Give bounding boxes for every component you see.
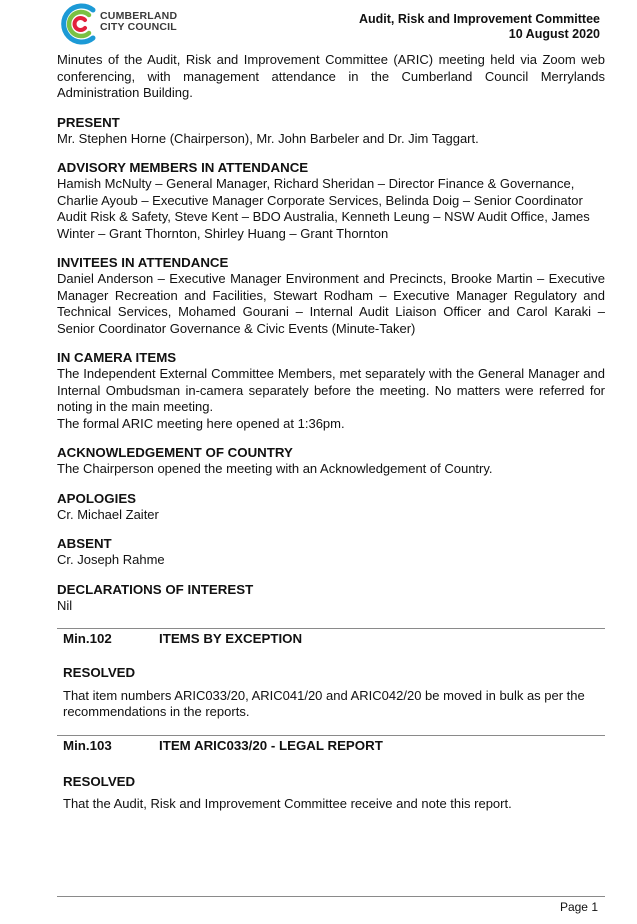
logo-wordmark xyxy=(100,11,177,33)
section-absent xyxy=(57,536,605,569)
section-heading: ADVISORY MEMBERS IN ATTENDANCE xyxy=(57,160,309,175)
logo-line1: CUMBERLAND xyxy=(100,10,178,22)
minute-item xyxy=(57,735,605,813)
minute-number: Min.103 xyxy=(63,737,112,753)
minute-item xyxy=(57,628,605,721)
section-heading: ABSENT xyxy=(57,536,112,551)
section-declarations xyxy=(57,582,605,615)
section-present xyxy=(57,115,605,148)
section-text: Nil xyxy=(57,597,73,613)
committee-name: Audit, Risk and Improvement Committee xyxy=(358,12,600,26)
section-heading: DECLARATIONS OF INTEREST xyxy=(57,581,254,597)
intro-paragraph: Minutes of the Audit, Risk and Improvement Committee (ARIC) meeting held via Zoom web conferencing, with management attendance in the Cumberland Council Merrylands Administration Building. xyxy=(57,52,605,100)
page-header xyxy=(0,0,637,52)
section-heading: IN CAMERA ITEMS xyxy=(57,350,177,365)
resolved-label: RESOLVED xyxy=(63,773,136,789)
meeting-opened-text: The formal ARIC meeting here opened at 1:36pm. xyxy=(57,415,345,431)
footer-divider xyxy=(57,896,605,897)
meeting-date: 10 August 2020 xyxy=(508,27,600,41)
council-logo xyxy=(57,0,187,48)
section-heading: ACKNOWLEDGEMENT OF COUNTRY xyxy=(57,445,293,460)
minute-heading xyxy=(57,736,605,754)
logo-line2: CITY COUNCIL xyxy=(100,21,177,33)
minute-heading xyxy=(57,629,605,647)
minute-title: ITEMS BY EXCEPTION xyxy=(159,631,303,646)
section-acknowledgement xyxy=(57,445,605,478)
council-logo-icon xyxy=(57,0,101,48)
section-text: Mr. Stephen Horne (Chairperson), Mr. John Barbeler and Dr. Jim Taggart. xyxy=(57,130,479,146)
section-text: Daniel Anderson – Executive Manager Environment and Precincts, Brooke Martin – Executive Manager Recreation and Facilities, Stewart Rodham – Executive Manager Regulatory and Technical Services, Mohamed Gourani – Internal Audit Liaison Officer and Carol Karaki – Senior Coordinator Governance & Civic Events (Minute-Taker) xyxy=(57,271,605,336)
section-text: The Chairperson opened the meeting with an Acknowledgement of Country. xyxy=(57,461,493,476)
resolution-text: That item numbers ARIC033/20, ARIC041/20 and ARIC042/20 be moved in bulk as per the recommendations in the reports. xyxy=(63,687,585,719)
resolved-label: RESOLVED xyxy=(63,665,136,680)
section-advisory xyxy=(57,160,605,242)
section-heading: PRESENT xyxy=(57,114,120,130)
section-heading: APOLOGIES xyxy=(57,490,137,506)
section-heading: INVITEES IN ATTENDANCE xyxy=(57,255,229,270)
minutes-body xyxy=(57,52,605,813)
section-text: Cr. Joseph Rahme xyxy=(57,552,165,567)
section-text: Cr. Michael Zaiter xyxy=(57,506,159,522)
section-text: Hamish McNulty – General Manager, Richard Sheridan – Director Finance & Governance, Charlie Ayoub – Executive Manager Corporate Services, Belinda Doig – Senior Coordinator Audit Risk & Safety, Steve Kent – BDO Australia, Kenneth Leung – NSW Audit Office, James Winter – Grant Thornton, Shirley Huang – Grant Thornton xyxy=(57,176,590,241)
section-text: The Independent External Committee Members, met separately with the General Manager and Internal Ombudsman in-camera separately before the meeting. No matters were referred for noting in the main meeting. xyxy=(57,366,605,414)
minute-title: ITEM ARIC033/20 - LEGAL REPORT xyxy=(159,737,383,753)
header-meta xyxy=(359,12,600,42)
section-apologies xyxy=(57,491,605,524)
minute-number: Min.102 xyxy=(63,631,112,646)
resolution-text: That the Audit, Risk and Improvement Committee receive and note this report. xyxy=(63,796,512,811)
page-number: Page 1 xyxy=(559,900,598,914)
section-invitees xyxy=(57,255,605,337)
section-in-camera xyxy=(57,350,605,416)
